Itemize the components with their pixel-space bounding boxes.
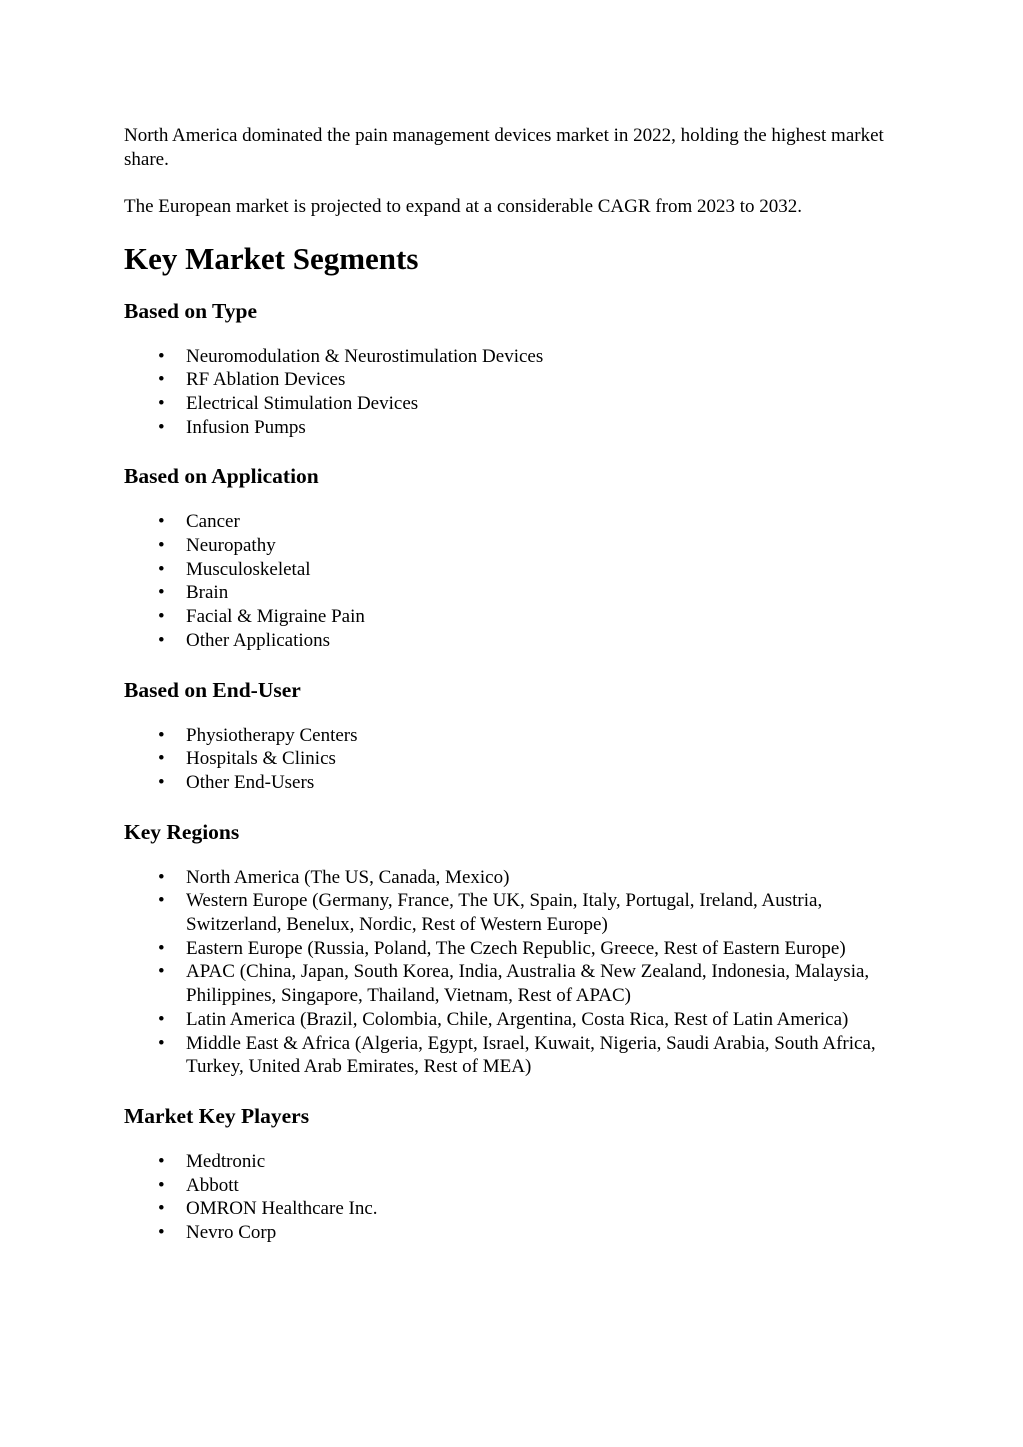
list-item-text: Western Europe (Germany, France, The UK, Spain, Italy, Portugal, Ireland, Austria, Switzerland, Benelux, Nordic, Rest of Western Europe) (186, 890, 823, 936)
bullet-icon: • (158, 392, 165, 414)
bullet-icon: • (158, 558, 165, 580)
list-item-text: Other Applications (186, 629, 331, 651)
bullet-icon: • (158, 1008, 165, 1030)
type-list (124, 345, 904, 440)
list-item (124, 605, 904, 629)
list-item-text: Cancer (186, 511, 240, 533)
bullet-icon: • (158, 724, 165, 746)
list-item-text: OMRON Healthcare Inc. (186, 1198, 378, 1220)
list-item-text: Physiotherapy Centers (186, 724, 358, 746)
list-item-text: Medtronic (186, 1150, 266, 1172)
list-item (124, 345, 904, 369)
list-item-text: Eastern Europe (Russia, Poland, The Czech Republic, Greece, Rest of Eastern Europe) (186, 937, 846, 959)
list-item (124, 558, 904, 582)
list-item (124, 771, 904, 795)
bullet-icon: • (158, 369, 165, 391)
list-item-text: Hospitals & Clinics (186, 748, 336, 770)
list-item-text: Other End-Users (186, 771, 315, 793)
list-item-text: Nevro Corp (186, 1222, 277, 1244)
bullet-icon: • (158, 890, 165, 912)
list-item (124, 866, 904, 890)
list-item (124, 1197, 904, 1221)
bullet-icon: • (158, 629, 165, 651)
bullet-icon: • (158, 511, 165, 533)
list-item-text: Facial & Migraine Pain (186, 606, 365, 628)
group-title-application: Based on Application (124, 464, 319, 489)
list-item (124, 1032, 904, 1079)
list-item (124, 392, 904, 416)
bullet-icon: • (158, 866, 165, 888)
list-item-text: Infusion Pumps (186, 416, 306, 438)
list-item-text: Latin America (Brazil, Colombia, Chile, Argentina, Costa Rica, Rest of Latin America) (186, 1008, 849, 1030)
list-item-text: APAC (China, Japan, South Korea, India, Australia & New Zealand, Indonesia, Malaysia, Philippines, Singapore, Thailand, Vietnam, Rest of APAC) (186, 961, 870, 1007)
bullet-icon: • (158, 1174, 165, 1196)
key-players-list (124, 1150, 904, 1245)
group-title-end-user: Based on End-User (124, 677, 301, 702)
list-item-text: Neuromodulation & Neurostimulation Devices (186, 345, 544, 367)
list-item (124, 889, 904, 936)
bullet-icon: • (158, 535, 165, 557)
list-item (124, 747, 904, 771)
list-item-text: Brain (186, 582, 229, 604)
list-item-text: North America (The US, Canada, Mexico) (186, 866, 510, 888)
list-item-text: Middle East & Africa (Algeria, Egypt, Israel, Kuwait, Nigeria, Saudi Arabia, South Africa, Turkey, United Arab Emirates, Rest of MEA) (186, 1032, 876, 1078)
list-item (124, 1174, 904, 1198)
regions-list (124, 866, 904, 1079)
list-item (124, 416, 904, 440)
section-title: Key Market Segments (124, 240, 419, 276)
list-item (124, 1150, 904, 1174)
bullet-icon: • (158, 1222, 165, 1244)
bullet-icon: • (158, 416, 165, 438)
bullet-icon: • (158, 748, 165, 770)
list-item (124, 724, 904, 748)
bullet-icon: • (158, 771, 165, 793)
bullet-icon: • (158, 345, 165, 367)
bullet-icon: • (158, 961, 165, 983)
bullet-icon: • (158, 937, 165, 959)
end-user-list (124, 724, 904, 795)
list-item (124, 368, 904, 392)
list-item (124, 629, 904, 653)
list-item-text: Electrical Stimulation Devices (186, 392, 419, 414)
list-item-text: Neuropathy (186, 535, 276, 557)
list-item (124, 937, 904, 961)
intro-paragraph-1: North America dominated the pain management devices market in 2022, holding the highest market share. (124, 125, 884, 170)
list-item-text: RF Ablation Devices (186, 369, 346, 391)
group-title-type: Based on Type (124, 298, 258, 323)
bullet-icon: • (158, 1032, 165, 1054)
list-item (124, 1221, 904, 1245)
bullet-icon: • (158, 1198, 165, 1220)
document-page (124, 124, 904, 1269)
bullet-icon: • (158, 582, 165, 604)
list-item (124, 960, 904, 1007)
application-list (124, 510, 904, 652)
list-item (124, 510, 904, 534)
list-item (124, 581, 904, 605)
list-item-text: Musculoskeletal (186, 558, 311, 580)
bullet-icon: • (158, 1150, 165, 1172)
bullet-icon: • (158, 606, 165, 628)
list-item (124, 1008, 904, 1032)
intro-paragraph-2: The European market is projected to expand at a considerable CAGR from 2023 to 2032. (124, 196, 802, 217)
group-title-key-players: Market Key Players (124, 1103, 310, 1128)
list-item-text: Abbott (186, 1174, 239, 1196)
group-title-regions: Key Regions (124, 819, 240, 844)
list-item (124, 534, 904, 558)
